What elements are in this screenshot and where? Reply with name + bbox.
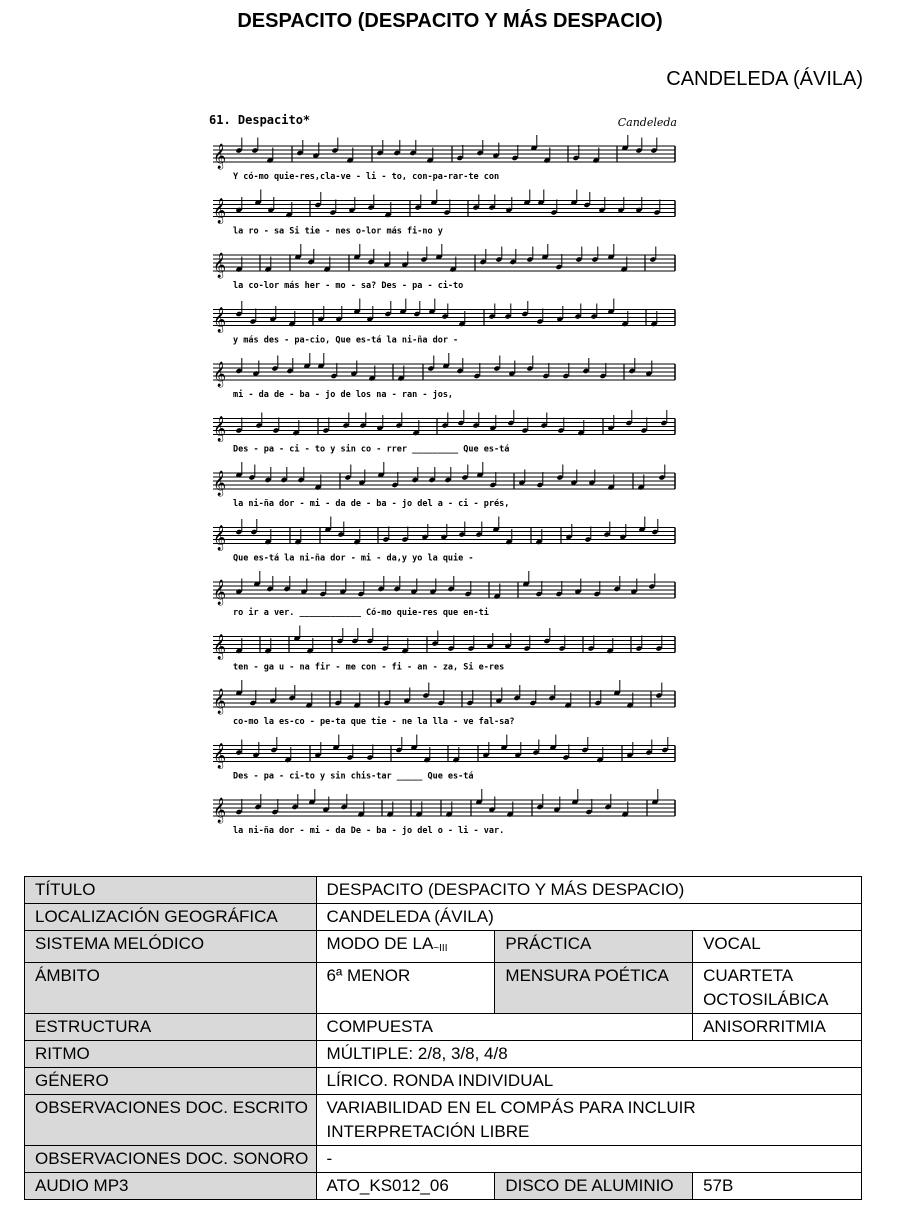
sistema-label: SISTEMA MELÓDICO: [25, 931, 317, 963]
metadata-table: [24, 876, 862, 1200]
ambito-label: ÁMBITO: [25, 963, 317, 1014]
lyric-line: mi - da de - ba - jo de los na - ran - jos,: [233, 390, 454, 400]
mensura-value: CUARTETA OCTOSILÁBICA: [693, 963, 862, 1014]
ambito-value: 6ª MENOR: [316, 963, 495, 1014]
lyric-line: Y có-mo quie-res,cla-ve - li - to, con-pa-rar-te con: [233, 172, 500, 182]
ritmo-label: RITMO: [25, 1041, 317, 1068]
place-heading: CANDELEDA (ÁVILA): [666, 68, 863, 90]
staff-system: [213, 462, 675, 509]
lyric-line: la ro - sa Si tie - nes o-lor más fi-no y: [233, 226, 443, 237]
lyric-line: Que es-tá la ni-ña dor - mi - da,y yo la quie -: [233, 553, 474, 564]
treble-clef-icon: 𝄞: [213, 144, 227, 169]
localizacion-label: LOCALIZACIÓN GEOGRÁFICA: [25, 904, 317, 931]
obs-escrito-value: VARIABILIDAD EN EL COMPÁS PARA INCLUIR INTERPRETACIÓN LIBRE: [316, 1095, 861, 1146]
treble-clef-icon: 𝄞: [213, 689, 227, 714]
lyric-line: co-mo la es-co - pe-ta que tie - ne la lla - ve fal-sa?: [233, 717, 515, 727]
music-score: [205, 108, 685, 836]
staff-system: [213, 571, 675, 618]
staff-system: [213, 626, 675, 673]
obs-escrito-label: OBSERVACIONES DOC. ESCRITO: [25, 1095, 317, 1146]
estructura-label: ESTRUCTURA: [25, 1014, 317, 1041]
audio-value: ATO_KS012_06: [316, 1173, 495, 1200]
treble-clef-icon: 𝄞: [213, 743, 227, 769]
lyric-line: la co-lor más her - mo - sa? Des - pa - ci-to: [233, 281, 464, 291]
ritmo-value: MÚLTIPLE: 2/8, 3/8, 4/8: [316, 1041, 861, 1068]
page-title: DESPACITO (DESPACITO Y MÁS DESPACIO): [237, 10, 663, 32]
lyric-line: ten - ga u - na fir - me con - fi - an - za, Si e-res: [233, 662, 505, 673]
staff-system: [213, 789, 675, 836]
treble-clef-icon: 𝄞: [213, 525, 227, 551]
practica-label: PRÁCTICA: [495, 931, 693, 963]
genero-label: GÉNERO: [25, 1068, 317, 1095]
lyric-line: Des - pa - ci-to y sin chis-tar _____ Que es-tá: [233, 771, 474, 782]
staff-system: [213, 517, 675, 564]
treble-clef-icon: 𝄞: [213, 798, 227, 823]
staff-system: [213, 299, 675, 346]
sistema-value: MODO DE $LA_{\sim III}$: [316, 931, 495, 963]
score-heading: 61. Despacito*: [209, 113, 311, 127]
lyric-line: ro ir a ver. ____________ Có-mo quie-res que en-ti: [233, 608, 489, 618]
lyric-line: Des - pa - ci - to y sin co - rrer _________ Que es-tá: [233, 444, 510, 455]
staff-system: [213, 135, 675, 182]
localizacion-value: CANDELEDA (ÁVILA): [316, 904, 861, 931]
staff-system: [213, 190, 675, 237]
treble-clef-icon: 𝄞: [213, 634, 227, 660]
practica-value: VOCAL: [693, 931, 862, 963]
treble-clef-icon: 𝄞: [213, 416, 227, 442]
score-place: Candeleda: [617, 116, 677, 129]
treble-clef-icon: 𝄞: [213, 471, 227, 496]
staff-system: [213, 680, 675, 727]
lyric-line: la ni-ña dor - mi - da De - ba - jo del o - li - var.: [233, 826, 505, 836]
mensura-label: MENSURA POÉTICA: [495, 963, 693, 1014]
disco-value: 57B: [693, 1173, 862, 1200]
genero-value: LÍRICO. RONDA INDIVIDUAL: [316, 1068, 861, 1095]
staff-system: [213, 735, 675, 782]
sistema-subscript: ~III: [433, 943, 448, 954]
estructura-value: COMPUESTA: [316, 1014, 693, 1041]
titulo-value: DESPACITO (DESPACITO Y MÁS DESPACIO): [316, 877, 861, 904]
treble-clef-icon: 𝄞: [213, 198, 227, 224]
obs-sonoro-value: -: [316, 1146, 861, 1173]
lyric-line: la ni-ña dor - mi - da de - ba - jo del a - ci - prés,: [233, 499, 510, 509]
obs-sonoro-label: OBSERVACIONES DOC. SONORO: [25, 1146, 317, 1173]
treble-clef-icon: 𝄞: [213, 253, 227, 278]
staff-system: [213, 353, 675, 400]
audio-label: AUDIO MP3: [25, 1173, 317, 1200]
treble-clef-icon: 𝄞: [213, 580, 227, 605]
titulo-label: TÍTULO: [25, 877, 317, 904]
treble-clef-icon: 𝄞: [213, 362, 227, 387]
staff-system: [213, 244, 675, 291]
disco-label: DISCO DE ALUMINIO: [495, 1173, 693, 1200]
estructura-value-2: ANISORRITMIA: [693, 1014, 862, 1041]
lyric-line: y más des - pa-cio, Que es-tá la ni-ña dor -: [233, 335, 459, 346]
treble-clef-icon: 𝄞: [213, 307, 227, 333]
staff-system: [213, 410, 675, 455]
